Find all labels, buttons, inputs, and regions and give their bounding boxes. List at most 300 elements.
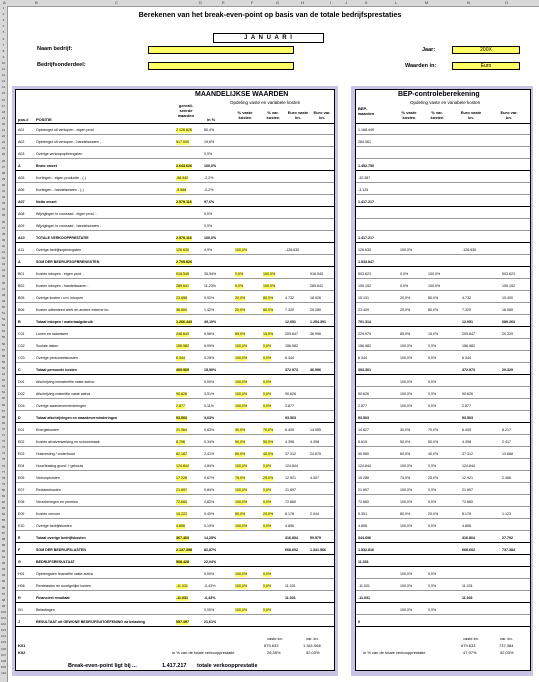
bep-row-rule: [355, 614, 531, 615]
row-number[interactable]: 95: [1, 579, 6, 584]
row-number[interactable]: 14: [1, 85, 6, 90]
row-label: BEDRIJFSRESULTAAT: [36, 560, 75, 564]
row-var-pct[interactable]: 70,0%: [263, 428, 274, 432]
bep-row: [356, 464, 530, 469]
row-number[interactable]: 6: [2, 36, 5, 41]
column-letter-o[interactable]: O: [505, 0, 509, 5]
row-number[interactable]: 78: [1, 475, 6, 480]
row-var-pct[interactable]: 0,0%: [263, 524, 272, 528]
row-fixed-pct[interactable]: 50,0%: [235, 440, 246, 444]
row-number[interactable]: 76: [1, 463, 6, 468]
row-pos: B05: [18, 296, 25, 300]
row-number[interactable]: 60: [1, 365, 6, 370]
row-number[interactable]: 93: [1, 567, 6, 572]
division-input[interactable]: [148, 62, 294, 70]
bep-value: 15.131: [358, 296, 369, 300]
row-number[interactable]: 88: [1, 536, 6, 541]
row-var-pct[interactable]: 0,0%: [263, 584, 272, 588]
row-pos: B01: [18, 272, 25, 276]
row-number[interactable]: 54: [1, 329, 6, 334]
row-number[interactable]: 62: [1, 378, 6, 383]
row-number[interactable]: 52: [1, 317, 6, 322]
column-letter-j[interactable]: J: [345, 0, 347, 5]
row-rule: [15, 398, 335, 399]
table-row: [15, 368, 333, 373]
row-number[interactable]: 106: [0, 646, 6, 651]
division-label: Bedrijfsonderdeel:: [37, 62, 86, 68]
row-number[interactable]: 13: [1, 79, 6, 84]
row-value[interactable]: 916.545: [176, 272, 189, 276]
row-value[interactable]: 93.503: [176, 416, 187, 420]
row-number[interactable]: 11: [1, 67, 6, 71]
row-number[interactable]: 20: [1, 121, 6, 126]
row-number[interactable]: 110: [1, 670, 6, 675]
row-value[interactable]: 2.126.626: [176, 128, 192, 132]
row-number[interactable]: 24: [1, 146, 6, 151]
row-number[interactable]: 74: [1, 451, 6, 456]
row-value[interactable]: 367.463: [176, 536, 189, 540]
bep-var-eur: 27.792: [502, 536, 513, 540]
row-number[interactable]: 21: [1, 128, 6, 132]
column-header-bar: [0, 0, 539, 7]
row-var-pct[interactable]: 0,0%: [263, 344, 272, 348]
row-fixed-pct[interactable]: 20,0%: [235, 308, 246, 312]
bep-row: [356, 296, 530, 301]
row-pct: 0,92%: [204, 296, 215, 300]
row-number[interactable]: 50: [1, 304, 6, 309]
row-number[interactable]: 64: [1, 390, 6, 395]
row-value[interactable]: 23.658: [176, 296, 187, 300]
row-pos: H06: [18, 584, 25, 588]
row-fixed-pct[interactable]: 100,0%: [235, 380, 248, 384]
left-col-fixed-eur: Euro vaste kn.: [287, 110, 309, 120]
column-letter-i[interactable]: I: [330, 0, 332, 5]
company-input[interactable]: [148, 46, 294, 54]
bep-value: 14.627: [358, 428, 369, 432]
row-value[interactable]: -11.031: [176, 584, 188, 588]
row-value[interactable]: 2.579.116: [176, 200, 192, 204]
row-var-pct[interactable]: 0,0%: [263, 464, 272, 468]
row-number[interactable]: 39: [1, 237, 6, 242]
row-var-pct[interactable]: 80,0%: [263, 308, 274, 312]
row-value[interactable]: 90.626: [176, 392, 187, 396]
row-number[interactable]: 9: [2, 54, 5, 59]
bep-row-rule: [355, 494, 531, 495]
row-rule: [15, 158, 335, 159]
row-number[interactable]: 29: [1, 176, 6, 181]
row-pos: C01: [18, 332, 25, 336]
row-value[interactable]: 4.896: [176, 524, 185, 528]
company-label: Naam bedrijf:: [37, 46, 73, 52]
row-value[interactable]: 156.982: [176, 344, 189, 348]
row-number[interactable]: 2: [2, 12, 5, 17]
row-fixed-pct[interactable]: 30,0%: [235, 428, 246, 432]
row-number[interactable]: 45: [1, 274, 6, 279]
row-fixed-pct[interactable]: 100,0%: [235, 404, 248, 408]
summary-k-left-text: in % van de totale verkoopprestatie: [172, 650, 235, 655]
row-number[interactable]: 18: [1, 109, 6, 114]
row-var-eur: 50.579: [310, 536, 321, 540]
bep-row: [356, 380, 530, 385]
bep-var-pct: 0,0%: [428, 524, 437, 528]
row-fixed-pct[interactable]: 100,0%: [235, 584, 248, 588]
row-number[interactable]: 94: [1, 573, 6, 578]
row-var-pct[interactable]: 0,0%: [263, 356, 272, 360]
table-row: [15, 128, 333, 133]
row-number[interactable]: 87: [1, 530, 6, 535]
row-number[interactable]: 22: [1, 134, 6, 139]
left-col-position: POSITIE: [36, 117, 52, 122]
row-pos: A01: [18, 128, 25, 132]
row-number[interactable]: 32: [1, 195, 6, 200]
column-letter-n[interactable]: N: [467, 0, 470, 5]
row-label: Lonen en salarissen: [36, 332, 69, 336]
row-number[interactable]: 98: [1, 597, 6, 602]
row-rule: [15, 566, 335, 567]
bep-row-rule: [355, 290, 531, 291]
values-input[interactable]: Euro: [452, 62, 520, 70]
row-number[interactable]: 83: [1, 506, 6, 511]
column-letter-b[interactable]: B: [35, 0, 38, 5]
row-number[interactable]: 65: [1, 396, 6, 401]
row-var-pct[interactable]: 50,0%: [263, 440, 274, 444]
row-value[interactable]: 21.364: [176, 428, 187, 432]
bep-value: 159.152: [358, 284, 371, 288]
row-value[interactable]: 62.187: [176, 452, 187, 456]
row-var-pct[interactable]: 80,0%: [263, 296, 274, 300]
row-number[interactable]: 38: [1, 231, 6, 236]
row-var-pct[interactable]: 20,0%: [263, 512, 274, 516]
row-number[interactable]: 34: [1, 207, 6, 212]
row-number[interactable]: 103: [0, 628, 6, 633]
row-number[interactable]: 72: [1, 439, 6, 444]
row-pos: E09: [18, 512, 25, 516]
row-fixed-pct[interactable]: 100,0%: [235, 464, 248, 468]
row-fixed-pct[interactable]: 20,0%: [235, 296, 246, 300]
row-number[interactable]: 10: [1, 60, 6, 65]
row-number[interactable]: 75: [1, 457, 6, 462]
row-number[interactable]: 19: [1, 115, 6, 120]
row-number[interactable]: 51: [1, 311, 6, 315]
row-var-pct[interactable]: 0,0%: [263, 572, 272, 576]
row-number[interactable]: 91: [1, 555, 6, 559]
row-label: Overige bedrijfskosten: [36, 524, 72, 528]
row-number[interactable]: 35: [1, 213, 6, 218]
row-number[interactable]: 69: [1, 420, 6, 425]
row-number[interactable]: 108: [0, 658, 6, 663]
row-var-eur: 18.926: [310, 296, 321, 300]
row-rule: [15, 506, 335, 507]
bep-row: [356, 524, 530, 529]
row-number[interactable]: 79: [1, 481, 6, 486]
column-letter-c[interactable]: C: [115, 0, 118, 5]
row-value[interactable]: 10.222: [176, 512, 187, 516]
column-letter-f[interactable]: F: [251, 0, 254, 5]
row-number[interactable]: 17: [1, 103, 6, 108]
bep-row: [356, 392, 530, 397]
row-number[interactable]: 84: [1, 512, 6, 517]
row-var-pct[interactable]: 0,0%: [263, 380, 272, 384]
row-fixed-pct[interactable]: 100,0%: [235, 524, 248, 528]
row-value[interactable]: 557.397: [176, 620, 189, 624]
row-number[interactable]: 27: [1, 164, 6, 169]
row-number[interactable]: 55: [1, 335, 6, 340]
row-pct: 0,00%: [204, 572, 215, 576]
row-value[interactable]: 568.428: [176, 560, 189, 564]
month-box[interactable]: J A N U A R I: [213, 33, 324, 43]
summary-var-label-right: var. kn.: [500, 636, 513, 641]
left-col-var-pct: % var. kosten: [266, 110, 280, 120]
left-col-var-eur: Euro var. kn.: [313, 110, 331, 120]
column-letter-l[interactable]: L: [395, 0, 398, 5]
row-value[interactable]: 2.643.626: [176, 164, 192, 168]
row-number[interactable]: 40: [1, 243, 6, 248]
row-fixed-pct[interactable]: 0,0%: [235, 272, 244, 276]
row-pct: 2,82%: [204, 500, 215, 504]
row-number[interactable]: 63: [1, 384, 6, 389]
row-fixed-pct[interactable]: 100,0%: [235, 572, 248, 576]
row-var-pct[interactable]: 0,0%: [263, 488, 272, 492]
row-label: Totaal overige bedrijfskosten: [36, 536, 86, 540]
row-number[interactable]: 33: [1, 201, 6, 206]
row-var-pct[interactable]: 0,0%: [263, 392, 272, 396]
row-value[interactable]: 2.877: [176, 404, 185, 408]
row-fixed-pct[interactable]: 100,0%: [235, 344, 248, 348]
row-number[interactable]: 56: [1, 341, 6, 346]
row-value[interactable]: 126.630: [176, 248, 189, 252]
row-fixed-pct[interactable]: 75,0%: [235, 476, 246, 480]
bep-row-rule: [355, 434, 531, 435]
row-number[interactable]: 73: [1, 445, 6, 450]
row-value[interactable]: 2.579.116: [176, 236, 192, 240]
right-col-var-pct: % var. kosten: [430, 110, 444, 120]
bep-value: -11.031: [358, 584, 370, 588]
row-number[interactable]: 80: [1, 487, 6, 492]
bep-fixed-pct: 85,0%: [400, 332, 411, 336]
row-number[interactable]: 15: [1, 91, 6, 96]
summary-fixed-label-left: vaste kn.: [267, 636, 284, 641]
row-var-eur: 29.280: [310, 308, 321, 312]
row-var-pct[interactable]: 0,0%: [263, 608, 272, 612]
row-value[interactable]: 2.705.826: [176, 260, 192, 264]
row-number[interactable]: 92: [1, 561, 6, 566]
row-rule: [15, 134, 335, 135]
row-fixed-pct[interactable]: 100,0%: [235, 500, 248, 504]
year-input[interactable]: 200X: [452, 46, 520, 54]
row-fixed-eur: 668.602: [285, 548, 298, 552]
bep-row-rule: [355, 542, 531, 543]
row-number[interactable]: 16: [1, 97, 6, 102]
row-number[interactable]: 90: [1, 548, 6, 553]
bep-row-rule: [355, 506, 531, 507]
bep-value: 1.532.816: [358, 548, 374, 552]
row-number[interactable]: 36: [1, 219, 6, 224]
table-row: [15, 608, 333, 613]
row-number[interactable]: 67: [1, 408, 6, 413]
row-fixed-eur: 8.178: [285, 512, 294, 516]
row-value[interactable]: -11.031: [176, 596, 188, 600]
row-number[interactable]: 107: [0, 652, 6, 657]
row-value[interactable]: 36.600: [176, 308, 187, 312]
row-number[interactable]: 25: [1, 152, 6, 157]
bep-row: [356, 368, 530, 373]
row-value[interactable]: 1.266.443: [176, 320, 192, 324]
row-number[interactable]: 26: [1, 158, 6, 163]
table-row: [15, 560, 333, 565]
row-rule: [15, 254, 335, 255]
row-number[interactable]: 81: [1, 494, 6, 498]
row-value[interactable]: 17.228: [176, 476, 187, 480]
row-value[interactable]: 124.844: [176, 464, 189, 468]
row-number[interactable]: 37: [1, 225, 6, 230]
row-number[interactable]: 28: [1, 170, 6, 175]
row-number[interactable]: 41: [1, 250, 6, 254]
row-fixed-pct[interactable]: 100,0%: [235, 488, 248, 492]
row-var-pct[interactable]: 0,0%: [263, 404, 272, 408]
row-number[interactable]: 97: [1, 591, 6, 596]
row-number[interactable]: 57: [1, 347, 6, 352]
row-number[interactable]: 105: [0, 640, 6, 645]
bep-var-pct: 0,0%: [428, 380, 437, 384]
row-number[interactable]: 68: [1, 414, 6, 419]
row-number[interactable]: 89: [1, 542, 6, 547]
bep-row: [356, 548, 530, 553]
row-number[interactable]: 4: [2, 24, 5, 29]
row-pct: 82,87%: [204, 548, 217, 552]
bep-value: 701.314: [358, 320, 371, 324]
row-number[interactable]: 66: [1, 402, 6, 407]
bep-fixed-eur: 21.697: [462, 488, 473, 492]
row-fixed-eur: 7.320: [285, 308, 294, 312]
table-row: [15, 152, 333, 157]
row-number[interactable]: 30: [1, 182, 6, 187]
column-letter-k[interactable]: K: [365, 0, 368, 5]
row-number[interactable]: 23: [1, 140, 6, 145]
row-value[interactable]: 2.137.398: [176, 548, 192, 552]
row-var-pct[interactable]: 100,0%: [263, 284, 276, 288]
row-var-pct[interactable]: 25,0%: [263, 476, 274, 480]
row-number[interactable]: 31: [1, 189, 6, 193]
row-value[interactable]: 246.643: [176, 332, 189, 336]
row-rule: [15, 434, 335, 435]
row-number[interactable]: 44: [1, 268, 6, 273]
row-number[interactable]: 86: [1, 524, 6, 529]
row-fixed-pct[interactable]: 0,0%: [235, 284, 244, 288]
row-number[interactable]: 48: [1, 292, 6, 297]
column-letter-m[interactable]: M: [425, 0, 429, 5]
bep-fixed-pct: 100,0%: [400, 584, 413, 588]
row-var-eur: 36.996: [310, 332, 321, 336]
row-number[interactable]: 8: [2, 48, 5, 53]
row-var-pct[interactable]: 15,0%: [263, 332, 274, 336]
row-number[interactable]: 71: [1, 433, 6, 437]
row-number[interactable]: 101: [0, 616, 6, 620]
row-number[interactable]: 96: [1, 585, 6, 590]
values-label: Waarden in:: [405, 63, 437, 69]
row-label: Opbrengsten financiële vaste activa: [36, 572, 93, 576]
column-letter-h[interactable]: H: [301, 0, 304, 5]
row-rule: [15, 422, 335, 423]
row-value[interactable]: -5.568: [176, 188, 187, 192]
row-number[interactable]: 59: [1, 359, 6, 364]
row-number[interactable]: 1: [2, 6, 5, 10]
row-rule: [15, 338, 335, 339]
row-fixed-pct[interactable]: 100,0%: [235, 356, 248, 360]
row-value[interactable]: 409.969: [176, 368, 189, 372]
row-fixed-pct[interactable]: 85,0%: [235, 332, 246, 336]
summary-k-right-var: 737.384: [499, 643, 514, 648]
row-number[interactable]: 46: [1, 280, 6, 285]
row-label: SOM DER BEDRIJFSLASTEN: [36, 548, 86, 552]
row-fixed-pct[interactable]: 100,0%: [235, 248, 248, 252]
row-value[interactable]: 289.641: [176, 284, 189, 288]
row-var-pct[interactable]: 40,0%: [263, 452, 274, 456]
row-value[interactable]: 72.660: [176, 500, 187, 504]
row-number[interactable]: 43: [1, 262, 6, 267]
column-letter-e[interactable]: E: [222, 0, 225, 5]
bep-row: [356, 512, 530, 517]
row-number[interactable]: 70: [1, 426, 6, 431]
row-fixed-pct[interactable]: 100,0%: [235, 392, 248, 396]
row-value[interactable]: 8.796: [176, 440, 185, 444]
row-rule: [15, 302, 335, 303]
row-value[interactable]: -58.942: [176, 176, 189, 180]
row-pct: 0,34%: [204, 440, 215, 444]
row-var-pct[interactable]: 100,0%: [263, 272, 276, 276]
bep-value: 284.061: [358, 140, 371, 144]
row-number[interactable]: 58: [1, 353, 6, 358]
row-number[interactable]: 47: [1, 286, 6, 291]
row-number[interactable]: 61: [1, 372, 6, 376]
row-number[interactable]: 100: [0, 609, 6, 614]
row-value[interactable]: 517.000: [176, 140, 189, 144]
row-value[interactable]: 21.697: [176, 488, 187, 492]
row-number[interactable]: 102: [0, 622, 6, 627]
row-var-pct[interactable]: 0,0%: [263, 500, 272, 504]
row-pct: -2,2%: [204, 176, 214, 180]
row-fixed-pct[interactable]: 100,0%: [235, 608, 248, 612]
row-number[interactable]: 7: [2, 42, 5, 47]
column-letter-g[interactable]: G: [276, 0, 280, 5]
row-value[interactable]: 6.344: [176, 356, 185, 360]
row-number[interactable]: 109: [0, 664, 6, 669]
bep-row-rule: [355, 194, 531, 195]
bep-fixed-pct: 75,0%: [400, 476, 411, 480]
row-number[interactable]: 49: [1, 298, 6, 303]
row-number[interactable]: 99: [1, 603, 6, 608]
row-number[interactable]: 5: [2, 30, 5, 35]
row-number[interactable]: 77: [1, 469, 6, 474]
column-letter-a[interactable]: A: [3, 0, 6, 5]
row-number[interactable]: 12: [1, 73, 6, 78]
row-number[interactable]: 53: [1, 323, 6, 328]
bep-row: [356, 332, 530, 337]
bep-value: 229.975: [358, 332, 371, 336]
row-number[interactable]: 3: [2, 18, 5, 23]
column-letter-d[interactable]: D: [199, 0, 202, 5]
row-number[interactable]: 104: [0, 634, 6, 639]
row-fixed-pct[interactable]: 80,0%: [235, 512, 246, 516]
table-row: [15, 488, 333, 493]
row-number[interactable]: 82: [1, 500, 6, 505]
row-number[interactable]: 85: [1, 518, 6, 523]
row-number[interactable]: 42: [1, 256, 6, 261]
bep-row: [356, 212, 530, 217]
bep-fixed-eur: 11.031: [462, 584, 473, 588]
row-fixed-pct[interactable]: 60,0%: [235, 452, 246, 456]
bep-var-pct: 0,0%: [428, 404, 437, 408]
bep-row: [356, 164, 530, 169]
